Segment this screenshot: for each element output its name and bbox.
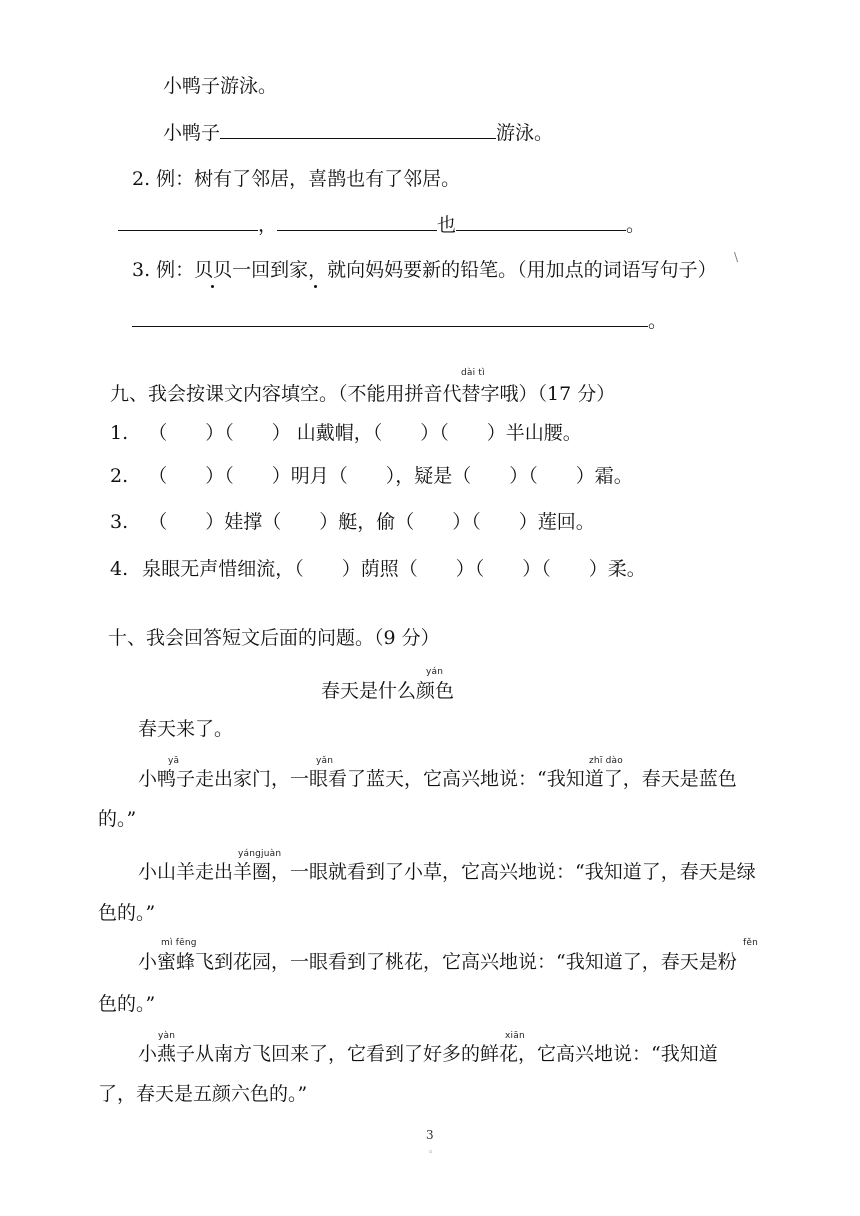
pinyin-yangjuan: yángjuàn (238, 849, 282, 859)
emphasis-dot-jiu (314, 285, 317, 288)
pinyin-daiti: dài tì (461, 368, 485, 378)
q3-example: 3. 例：贝贝一回到家，就向妈妈要新的铅笔。（用加点的词语写句子） (132, 259, 717, 281)
answer-blank-2a[interactable] (118, 212, 258, 231)
item-number: 4. (110, 558, 129, 580)
section9-title-b: 代替 (442, 383, 481, 405)
q2-ye: 也 (437, 214, 457, 236)
section9-title-c: 字哦）（17 分） (480, 383, 616, 405)
item-text: （ ）娃撑（ ）艇，偷（ ）（ ）莲回。 (148, 511, 595, 533)
paragraph-3-line-2: 色的。” (98, 902, 156, 924)
answer-blank-2c[interactable] (456, 212, 626, 231)
pinyin-mifeng: mì fēng (161, 938, 197, 948)
q2-example: 2. 例：树有了邻居，喜鹊也有了邻居。 (132, 168, 461, 190)
item-text: 泉眼无声惜细流，（ ）荫照（ ）（ ）（ ）柔。 (142, 558, 646, 580)
poem-item-2 (110, 463, 633, 489)
scan-speck-bottom: ◦ (428, 1148, 434, 1158)
poem-item-1 (110, 420, 582, 446)
item-text: （ ）（ ）明月（ ），疑是（ ）（ ）霜。 (148, 465, 633, 487)
paragraph-2-line-2: 的。” (98, 808, 137, 830)
section10-title: 十、我会回答短文后面的问题。（9 分） (108, 627, 440, 649)
pinyin-zhidao: zhī dào (589, 756, 623, 766)
pinyin-xian: xiān (505, 1031, 525, 1041)
poem-item-4 (110, 556, 646, 582)
pinyin-ya: yā (168, 756, 180, 766)
paragraph-3-line-1: 小山羊走出羊圈，一眼就看到了小草，它高兴地说：“我知道了，春天是绿 (138, 861, 756, 883)
paragraph-5-line-1: 小燕子从南方飞回来了，它看到了好多的鲜花，它高兴地说：“我知道 (138, 1043, 718, 1065)
paragraph-4-line-1: 小蜜蜂飞到花园，一眼看到了桃花，它高兴地说：“我知道了，春天是粉 (138, 951, 737, 973)
paragraph-5-line-2: 了，春天是五颜六色的。” (98, 1083, 308, 1105)
section9-title-a: 九、我会按课文内容填空。（不能用拼音 (110, 383, 443, 405)
answer-blank-1[interactable] (220, 120, 496, 139)
fill1-prefix: 小鸭子 (163, 122, 221, 144)
q2-comma: ， (258, 214, 278, 236)
pinyin-yan2: yàn (158, 1031, 176, 1041)
paragraph-1: 春天来了。 (138, 718, 234, 740)
answer-blank-2b[interactable] (277, 212, 437, 231)
q2-period: 。 (626, 214, 646, 236)
paragraph-4-line-2: 色的。” (98, 993, 156, 1015)
answer-blank-3[interactable] (132, 308, 648, 327)
fill-line-1 (163, 120, 553, 146)
q2-fill-line (118, 212, 645, 238)
article-title: 春天是什么颜色 (321, 680, 455, 702)
fill1-suffix: 游泳。 (496, 122, 554, 144)
item-number: 1. (110, 422, 129, 444)
item-text: （ ）（ ） 山戴帽，（ ）（ ）半山腰。 (148, 422, 582, 444)
section9-title (110, 381, 615, 407)
emphasis-dot-yi (211, 285, 214, 288)
scan-speck: \ (734, 250, 739, 264)
paragraph-2-line-1: 小鸭子走出家门，一眼看了蓝天，它高兴地说：“我知道了，春天是蓝色 (138, 768, 737, 790)
pinyin-yan: yǎn (316, 756, 334, 766)
poem-item-3 (110, 509, 595, 535)
page-number: 3 (426, 1128, 434, 1142)
q3-fill-line (132, 308, 667, 334)
pinyin-yan-title: yán (426, 667, 444, 677)
item-number: 2. (110, 465, 129, 487)
q3-period: 。 (648, 310, 668, 332)
item-number: 3. (110, 511, 129, 533)
pinyin-fen: fěn (743, 938, 759, 948)
example-sentence-1: 小鸭子游泳。 (163, 75, 278, 97)
